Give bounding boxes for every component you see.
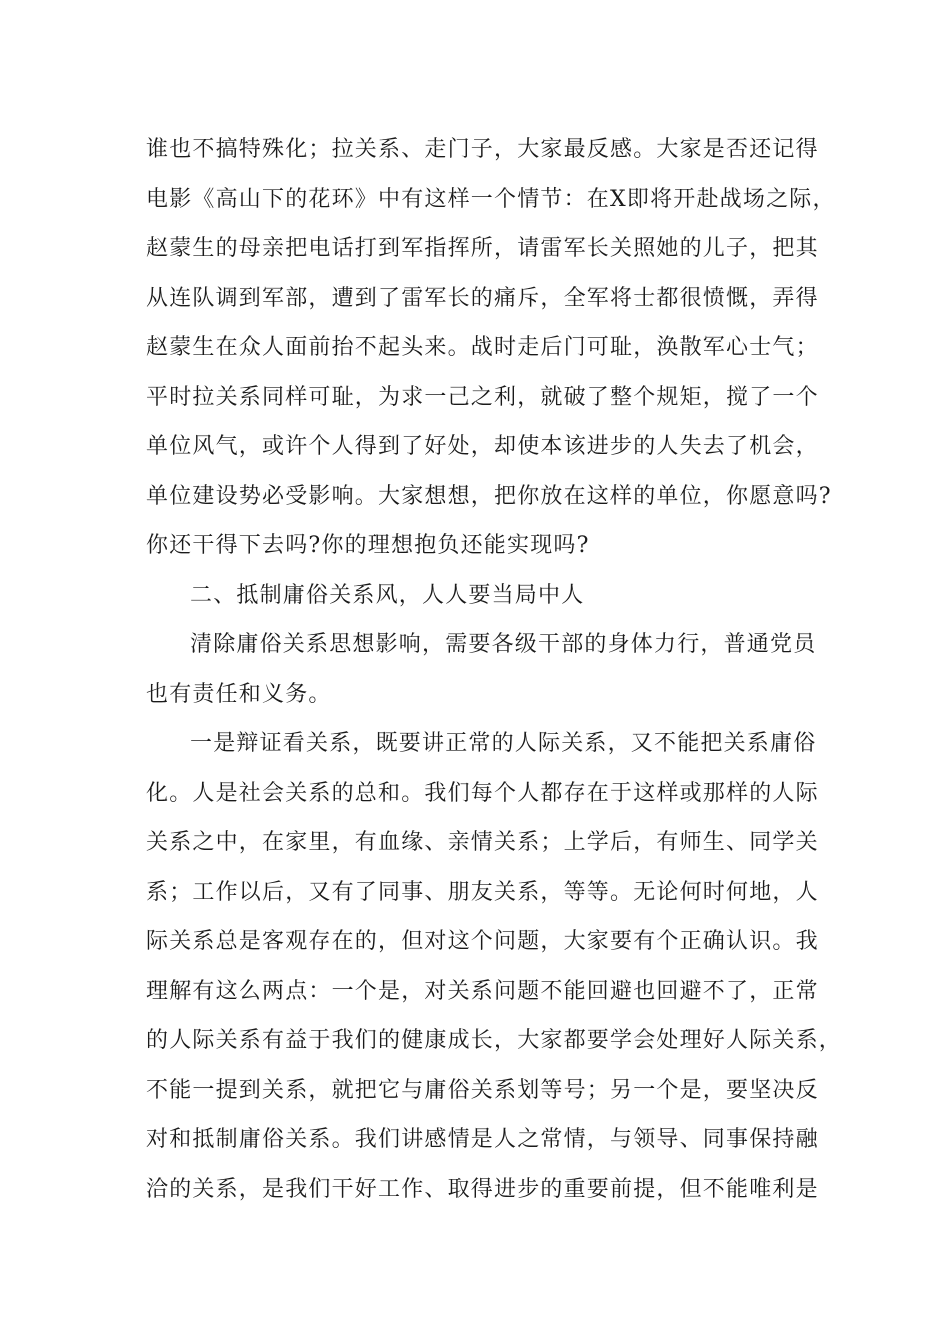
text-line: 电影《高山下的花环》中有这样一个情节：在X即将开赴战场之际， (146, 187, 836, 212)
text-line: 从连队调到军部，遭到了雷军长的痛斥，全军将士都很愤慨，弄得 (146, 286, 819, 311)
text-line: 对和抵制庸俗关系。我们讲感情是人之常情，与领导、同事保持融 (146, 1127, 819, 1152)
text-line: 际关系总是客观存在的，但对这个问题，大家要有个正确认识。我 (146, 929, 819, 954)
text-line: 理解有这么两点：一个是，对关系问题不能回避也回避不了，正常 (146, 979, 819, 1004)
text-line: 平时拉关系同样可耻，为求一己之利，就破了整个规矩，搅了一个 (146, 385, 819, 410)
text-line: 化。人是社会关系的总和。我们每个人都存在于这样或那样的人际 (146, 781, 819, 806)
text-line: 不能一提到关系，就把它与庸俗关系划等号；另一个是，要坚决反 (146, 1078, 819, 1103)
text-line: 洽的关系，是我们干好工作、取得进步的重要前提，但不能唯利是 (146, 1177, 819, 1202)
text-line: 关系之中，在家里，有血缘、亲情关系；上学后，有师生、同学关 (146, 830, 819, 855)
text-line: 单位建设势必受影响。大家想想，把你放在这样的单位，你愿意吗? (146, 484, 832, 509)
section-heading: 二、抵制庸俗关系风，人人要当局中人 (190, 583, 585, 608)
text-line: 单位风气，或许个人得到了好处，却使本该进步的人失去了机会， (146, 434, 819, 459)
text-line: 的人际关系有益于我们的健康成长，大家都要学会处理好人际关系， (146, 1028, 843, 1053)
text-line: 清除庸俗关系思想影响，需要各级干部的身体力行，普通党员 (190, 632, 817, 657)
text-line: 一是辩证看关系，既要讲正常的人际关系，又不能把关系庸俗 (190, 731, 817, 756)
text-line: 也有责任和义务。 (146, 682, 332, 707)
text-line: 赵蒙生在众人面前抬不起头来。战时走后门可耻，涣散军心士气； (146, 335, 819, 360)
text-line: 系；工作以后，又有了同事、朋友关系，等等。无论何时何地，人 (146, 880, 819, 905)
text-line: 你还干得下去吗?你的理想抱负还能实现吗? (146, 533, 590, 558)
text-line: 谁也不搞特殊化；拉关系、走门子，大家最反感。大家是否还记得 (146, 137, 819, 162)
text-line: 赵蒙生的母亲把电话打到军指挥所，请雷军长关照她的儿子，把其 (146, 236, 819, 261)
